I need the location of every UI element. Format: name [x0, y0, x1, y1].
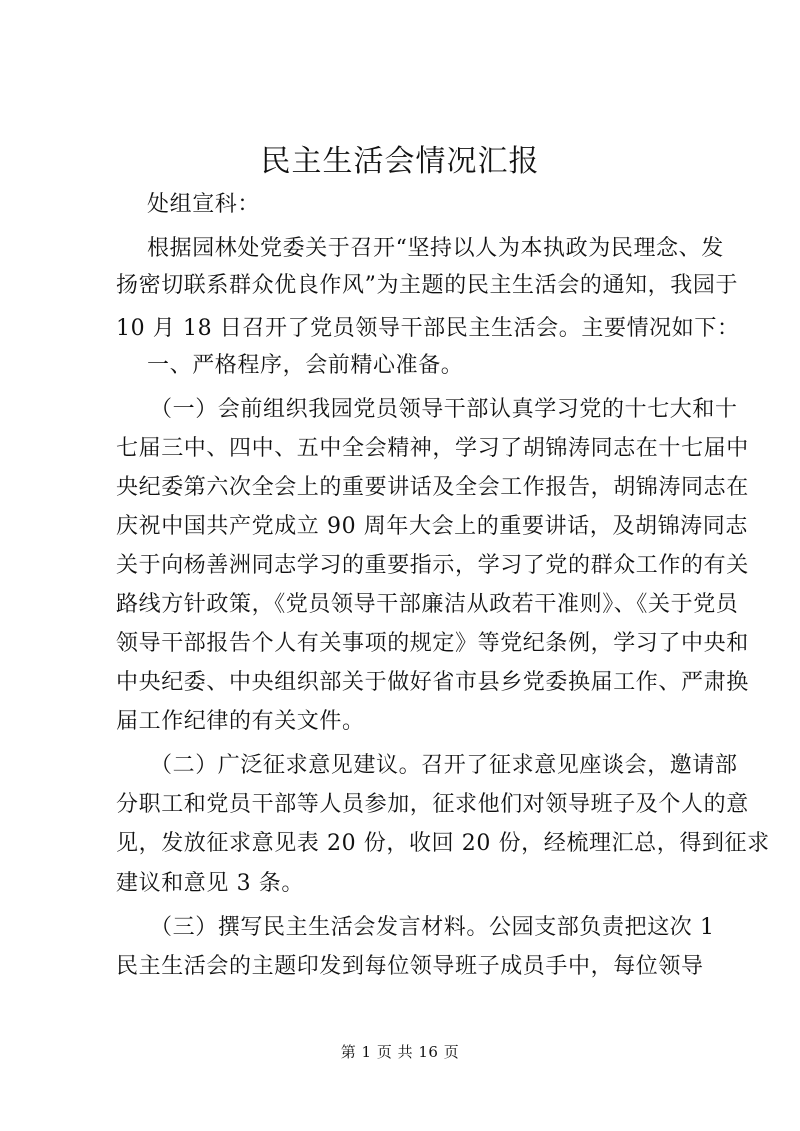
page-number-footer: 第 1 页 共 16 页	[340, 1043, 460, 1061]
paragraph-line: 扬密切联系群众优良作风”为主题的民主生活会的通知，我园于	[116, 273, 739, 298]
paragraph-line: 央纪委第六次全会上的重要讲话及全会工作报告，胡锦涛同志在	[116, 475, 749, 500]
paragraph-line: 10 月 18 日召开了党员领导干部民主生活会。主要情况如下：	[116, 316, 740, 341]
paragraph-line: （二）广泛征求意见建议。召开了征求意见座谈会，邀请部	[150, 753, 738, 778]
paragraph-line: 路线方针政策，《党员领导干部廉洁从政若干准则》、《关于党员	[116, 592, 739, 617]
paragraph-line: 关于向杨善洲同志学习的重要指示，学习了党的群众工作的有关	[116, 553, 749, 578]
paragraph-line: （三）撰写民主生活会发言材料。公园支部负责把这次 1	[150, 915, 715, 940]
salutation-line: 处组宣科：	[147, 192, 261, 217]
document-title: 民主生活会情况汇报	[260, 144, 540, 179]
section-heading: 一、严格程序，会前精心准备。	[147, 353, 464, 378]
paragraph-line: 领导干部报告个人有关事项的规定》等党纪条例，学习了中央和	[116, 631, 749, 656]
paragraph-line: 庆祝中国共产党成立 90 周年大会上的重要讲话，及胡锦涛同志	[116, 514, 748, 539]
paragraph-line: （一）会前组织我园党员领导干部认真学习党的十七大和十	[150, 397, 738, 422]
paragraph-line: 分职工和党员干部等人员参加，征求他们对领导班子及个人的意	[116, 792, 749, 817]
paragraph-line: 届工作纪律的有关文件。	[116, 709, 365, 734]
paragraph-line: 建议和意见 3 条。	[116, 871, 304, 896]
paragraph-line: 中央纪委、中央组织部关于做好省市县乡党委换届工作、严肃换	[116, 670, 749, 695]
paragraph-line: 见，发放征求意见表 20 份，收回 20 份，经梳理汇总，得到征求	[116, 831, 770, 856]
paragraph-line: 根据园林处党委关于召开“坚持以人为本执政为民理念、发	[147, 236, 724, 261]
paragraph-line: 民主生活会的主题印发到每位领导班子成员手中，每位领导	[116, 954, 704, 979]
paragraph-line: 七届三中、四中、五中全会精神，学习了胡锦涛同志在十七届中	[116, 436, 749, 461]
